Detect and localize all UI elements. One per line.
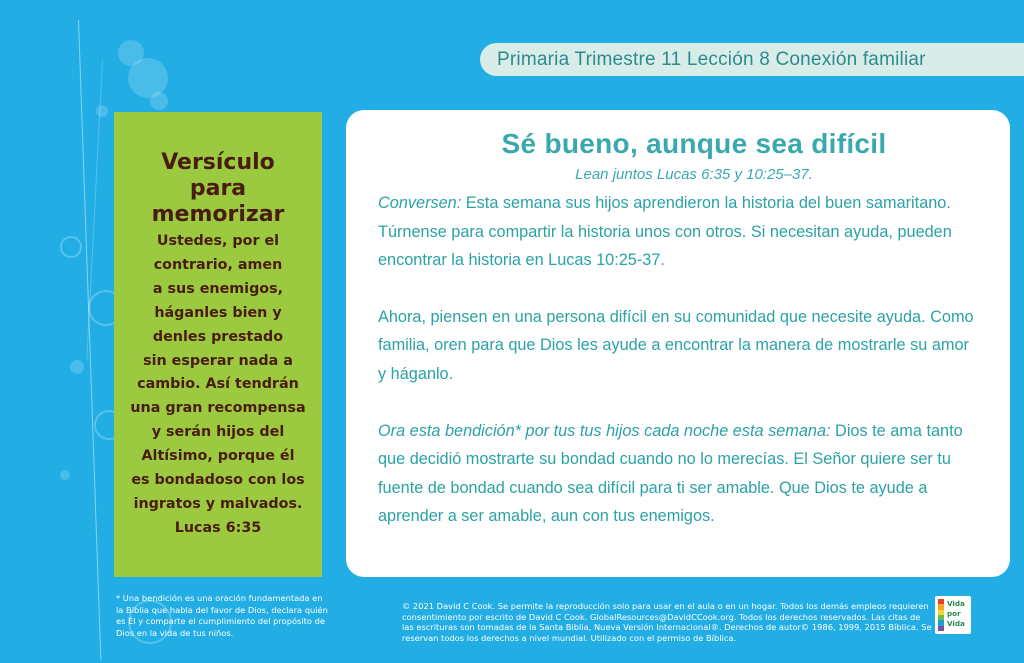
vida-por-vida-logo bbox=[935, 596, 971, 634]
memory-verse-box bbox=[114, 112, 322, 577]
verse-line: es bondadoso con los bbox=[131, 472, 305, 489]
verse-line: contrario, amen bbox=[153, 256, 283, 273]
logo-line: Vida bbox=[947, 619, 965, 628]
community-text: Ahora, piensen en una persona difícil en su comunidad que necesite ayuda. Como familia, oren para que Dios les ayude a encontrar la manera de mostrarle su amor y háganlo. bbox=[378, 307, 974, 383]
verse-line: sin esperar nada a bbox=[143, 352, 293, 369]
blessing-paragraph bbox=[378, 417, 980, 531]
verse-line: Altísimo, porque él bbox=[141, 448, 295, 465]
logo-text bbox=[944, 599, 965, 631]
verse-line: Ustedes, por el bbox=[156, 233, 280, 249]
verse-line: una gran recompensa bbox=[130, 400, 306, 417]
blessing-lead: Ora esta bendición* por tus tus hijos cada noche esta semana: bbox=[378, 421, 831, 440]
verse-line: y serán hijos del bbox=[151, 424, 285, 441]
lesson-header bbox=[480, 43, 1024, 76]
verse-line: háganles bien y bbox=[154, 304, 282, 321]
blessing-text: Dios te ama tanto que decidió mostrarte su bondad cuando no lo merecías. El Señor quiere ser tu fuente de bondad cuando sea difícil para ti ser amable. Que Dios te ayude a aprender a ser amable, aun con tus enemigos. bbox=[378, 421, 963, 526]
logo-line: Vida bbox=[947, 599, 965, 608]
community-paragraph bbox=[378, 303, 980, 389]
verse-reference: Lucas 6:35 bbox=[174, 519, 262, 536]
family-connection-card bbox=[346, 110, 1010, 577]
card-title: Sé bueno, aunque sea difícil bbox=[501, 128, 887, 159]
conversation-lead: Conversen: bbox=[378, 194, 462, 212]
verse-line: denles prestado bbox=[152, 328, 284, 345]
card-subtitle: Lean juntos Lucas 6:35 y 10:25–37. bbox=[575, 166, 813, 183]
logo-line: por bbox=[947, 609, 961, 618]
memory-verse-text bbox=[114, 230, 322, 541]
blessing-footnote: * Una bendición es una oración fundamentada en la Biblia que habla del favor de Dios, declara quién es Él y comparte el cumplimiento del propósito de Dios en la vida de tus niños. bbox=[116, 593, 328, 638]
verse-line: a sus enemigos, bbox=[152, 280, 284, 297]
verse-line: cambio. Así tendrán bbox=[137, 376, 299, 393]
conversation-text: Esta semana sus hijos aprendieron la historia del buen samaritano. Túrnense para compartir la historia unos con otros. Si necesitan ayuda, pueden encontrar la historia en Lucas 10:25-37. bbox=[378, 194, 952, 270]
copyright-notice: © 2021 David C Cook. Se permite la reproducción solo para usar en el aula o en un hogar. Todos los demás empleos requieren consentimiento por escrito de David C Cook. GlobalResources@DavidCCook.org. Todos los derechos reservados. Las citas de las escrituras son tomadas de la Santa Biblia, Nueva Versión Internacional®. Derechos de autor© 1986, 1999, 2015 Bíblica. Se reservan todos los derechos a nivel mundial. Utilizado con el permiso de Bíblica. bbox=[402, 601, 932, 643]
verse-line: ingratos y malvados. bbox=[133, 495, 303, 512]
lesson-label: Primaria Trimestre 11 Lección 8 Conexión familiar bbox=[497, 48, 926, 70]
conversation-paragraph bbox=[378, 189, 980, 275]
memory-title: Versículo para memorizar bbox=[151, 150, 285, 227]
